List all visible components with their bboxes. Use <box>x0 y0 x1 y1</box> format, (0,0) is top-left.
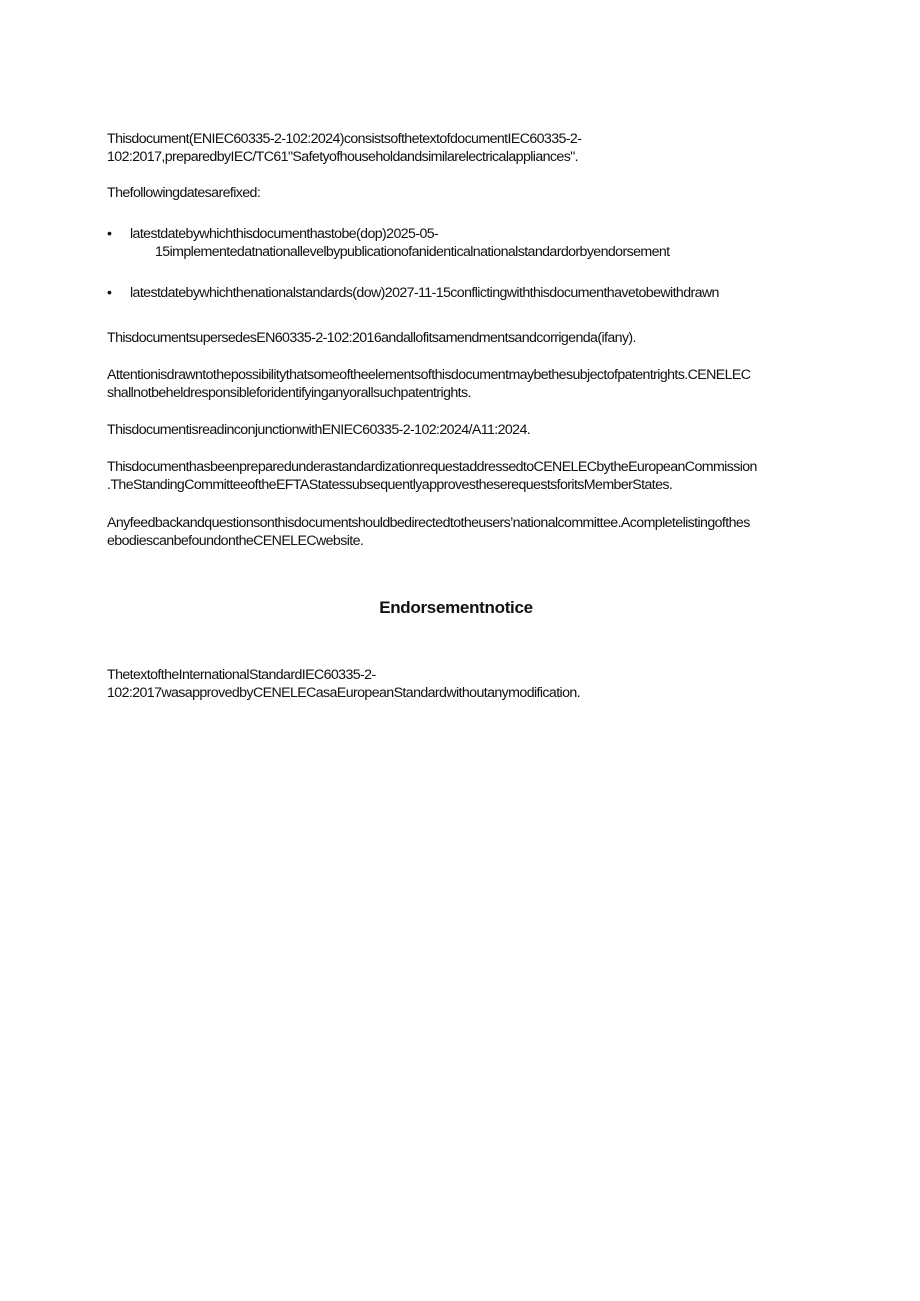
dates-intro: Thefollowingdatesarefixed: <box>107 185 261 201</box>
date-item-dow <box>107 284 887 302</box>
mandate-line-2: .TheStandingCommitteeoftheEFTAStatessubsequentlyapprovestheserequestsforitsMemberStates. <box>107 477 673 493</box>
endorsement-heading: Endorsementnotice <box>379 598 533 617</box>
mandate-paragraph <box>107 458 882 494</box>
intro-paragraph <box>107 130 882 166</box>
endorsement-paragraph <box>107 666 882 702</box>
date-item-dow-text <box>130 284 719 302</box>
date-item-dop-line-1: latestdatebywhichthisdocumenthastobe(dop)2025-05- <box>130 226 439 242</box>
patent-line-2: shallnotbeheldresponsibleforidentifyinganyorallsuchpatentrights. <box>107 385 471 401</box>
feedback-line-2: ebodiescanbefoundontheCENELECwebsite. <box>107 533 364 549</box>
date-item-dop-line-2: 15implementedatnationallevelbypublicationofanidenticalnationalstandardorbyendorsement <box>155 244 670 260</box>
patent-line-1: Attentionisdrawntothepossibilitythatsomeoftheelementsofthisdocumentmaybethesubjectofpatentrights.CENELEC <box>107 367 751 383</box>
intro-line-2: 102:2017,preparedbyIEC/TC61"Safetyofhouseholdandsimilarelectricalappliances". <box>107 149 578 165</box>
supersedes-paragraph: ThisdocumentsupersedesEN60335-2-102:2016andallofitsamendmentsandcorrigenda(ifany). <box>107 330 636 346</box>
date-item-dow-line-1: latestdatebywhichthenationalstandards(dow)2027-11-15conflictingwiththisdocumenthavetobewithdrawn <box>130 285 719 301</box>
patent-paragraph <box>107 366 882 402</box>
endorsement-line-2: 102:2017wasapprovedbyCENELECasaEuropeanStandardwithoutanymodification. <box>107 685 581 701</box>
intro-line-1: Thisdocument(ENIEC60335-2-102:2024)consistsofthetextofdocumentIEC60335-2- <box>107 131 582 147</box>
date-item-dop <box>107 225 887 261</box>
endorsement-line-1: ThetextoftheInternationalStandardIEC60335-2- <box>107 667 376 683</box>
feedback-line-1: Anyfeedbackandquestionsonthisdocumentshouldbedirectedtotheusers’nationalcommittee.Acompletelistingofthes <box>107 515 750 531</box>
date-item-dop-text <box>130 225 670 261</box>
bullet-icon: • <box>107 226 112 242</box>
bullet-icon: • <box>107 285 112 301</box>
feedback-paragraph <box>107 514 882 550</box>
conjunction-paragraph: ThisdocumentisreadinconjunctionwithENIEC60335-2-102:2024/A11:2024. <box>107 422 531 438</box>
mandate-line-1: ThisdocumenthasbeenpreparedunderastandardizationrequestaddressedtoCENELECbytheEuropeanCommission <box>107 459 757 475</box>
